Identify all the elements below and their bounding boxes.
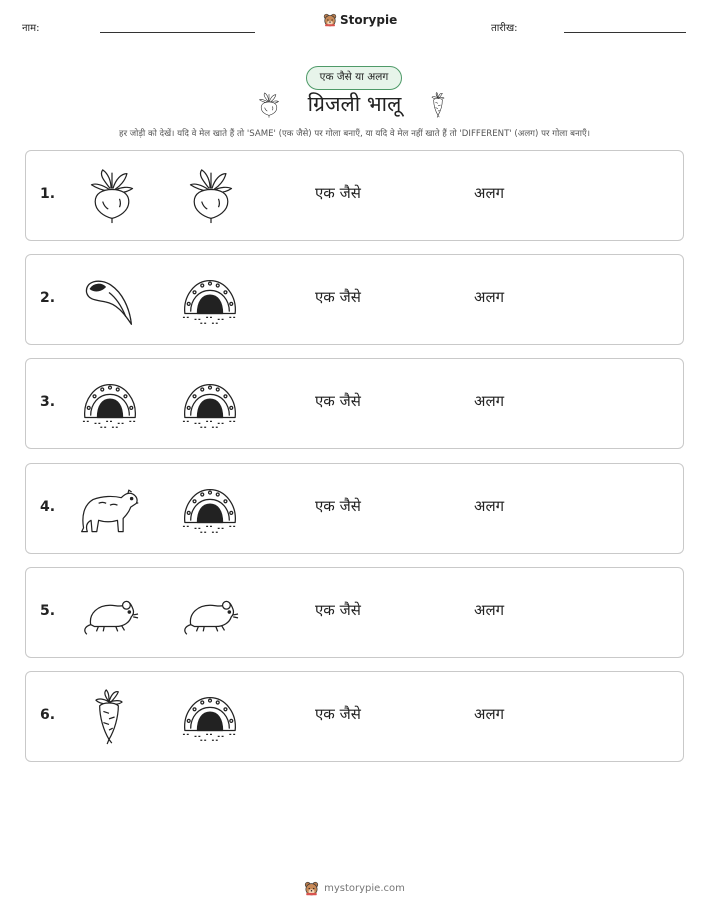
option-same[interactable]: एक जैसे [315,497,361,515]
claw-icon [81,271,137,329]
bear-logo-icon [323,13,337,27]
option-same[interactable]: एक जैसे [315,184,361,202]
option-same[interactable]: एक जैसे [315,601,361,619]
question-number: 2. [40,290,56,306]
option-same[interactable]: एक जैसे [315,392,361,410]
beet-icon [183,167,239,225]
cave-icon [181,271,239,329]
carrot-icon [81,688,137,746]
question-row-3 [25,358,684,449]
footer [0,881,709,896]
bear-icon [76,480,142,538]
bear-logo-icon [304,881,319,896]
brand-logo [323,13,397,27]
option-different[interactable]: अलग [474,705,505,723]
question-row-4 [25,463,684,554]
cave-icon [181,375,239,433]
footer-site[interactable]: mystorypie.com [324,883,405,894]
mouse-icon [81,584,139,642]
option-different[interactable]: अलग [474,497,505,515]
question-row-2 [25,254,684,345]
cave-icon [181,480,239,538]
page-title: ग्रिजली भालू [307,92,402,116]
question-number: 4. [40,499,56,515]
question-number: 5. [40,603,56,619]
question-number: 3. [40,394,56,410]
date-field[interactable] [564,32,686,33]
option-different[interactable]: अलग [474,288,505,306]
option-same[interactable]: एक जैसे [315,705,361,723]
worksheet-tag: एक जैसे या अलग [306,66,402,90]
carrot-icon [425,90,451,120]
option-different[interactable]: अलग [474,392,505,410]
question-row-6 [25,671,684,762]
name-field[interactable] [100,32,255,33]
question-row-1 [25,150,684,241]
option-different[interactable]: अलग [474,601,505,619]
option-same[interactable]: एक जैसे [315,288,361,306]
beet-icon [84,167,140,225]
brand-name: Storypie [340,13,398,27]
option-different[interactable]: अलग [474,184,505,202]
instructions: हर जोड़ी को देखें। यदि वे मेल खाते हैं तो 'SAME' (एक जैसे) पर गोला बनाएँ, या यदि वे मेल नहीं खाते हैं तो 'DIFFERENT' (अलग) पर गोला बनाएँ। [119,129,590,139]
mouse-icon [181,584,239,642]
question-number: 6. [40,707,56,723]
question-number: 1. [40,186,56,202]
cave-icon [81,375,139,433]
date-label: तारीख: [491,23,518,34]
cave-icon [181,688,239,746]
question-row-5 [25,567,684,658]
name-label: नाम: [22,23,40,34]
